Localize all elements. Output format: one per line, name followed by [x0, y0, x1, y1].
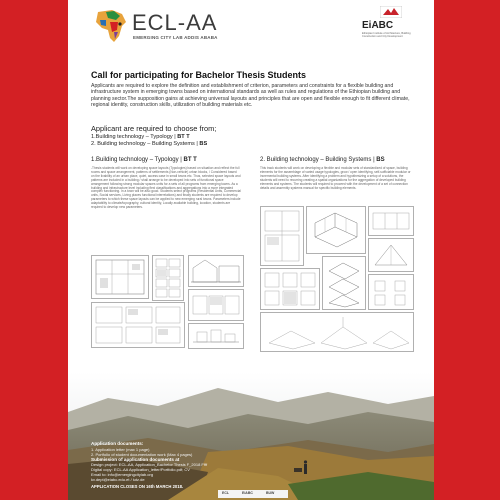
typology-grid-drawing	[152, 255, 184, 301]
ecl-aa-title: ECL-AA	[132, 10, 218, 35]
column2-title-code: BS	[376, 157, 385, 163]
option-typology-code: BT T	[177, 134, 190, 140]
system-module-drawing	[260, 268, 320, 310]
system-node-drawing	[368, 238, 414, 272]
option-systems-text: 2. Building technology – Building Systems |	[91, 141, 200, 147]
column2-title-text: 2. Building technology – Building Systems |	[260, 157, 377, 163]
header	[68, 0, 434, 48]
system-exploded-drawing	[322, 256, 366, 310]
eiabc-name: EiABC	[362, 20, 394, 31]
column1-body: -Thesis students will work on developing space layouts (Typologies) based on situation and reflect the full rooms and space arrangement, patterns of settlements (Non-vehicle) urban blocks, / Considered based on the livability of an urban place, quiet, access case in small towns etc. Thus, selected space layouts and patterns are included in a building / shall arrange to be developed into sets of functional space arrangement following strong modular spaces units for a sets of all programs from emerging towns. As a building and infrastructure level including flexi classifications and aggregations into a more integrated complex functioning. In a town will be also good. Students select programs (Residential Units, Commercial units, Social services, Living places functional interrelations) and finally students are required to develop parameters to which these space layouts can be applied to new emerging rural towns. Parameters include adaptability to climate/topography, cultural identity, Locally available building, location, students are required to develop new parameters.	[91, 166, 241, 210]
application-heading: Application documents:	[91, 441, 144, 446]
option-typology	[91, 134, 190, 140]
choose-heading: Applicant are required to choose from;	[91, 124, 217, 133]
submission-item: Email to: info@emergingcitylab.org	[91, 472, 154, 478]
footer-logo: ECL	[222, 491, 229, 495]
column1-title-text: 1.Building technology – Typology |	[91, 157, 184, 163]
page-title: Call for participating for Bachelor Thesis Students	[91, 70, 307, 80]
system-plan-drawing	[260, 206, 304, 266]
typology-floorplan-drawing	[91, 255, 149, 299]
poster	[68, 0, 434, 500]
system-assembly-drawing	[260, 312, 414, 352]
africa-map-icon	[92, 8, 132, 44]
ecl-aa-subtitle: EMERGING CITY LAB ADDIS ABABA	[133, 35, 218, 40]
submission-heading: Submission of application documents at	[91, 456, 180, 462]
intro-paragraph: Applicants are required to explore the definition and establishment of criterion, parameters and constraints for a flexible building and infrastructure system in emerging towns based on international standards as well as rules and regulations of the Ethiopian building and planning sector.The supposition gains at achieving universal layouts and principles that are open and flexible enough to fit different climate, regional identity, construction skills, utilization of building materials etc.	[91, 83, 410, 109]
typology-detail-drawing	[188, 323, 244, 349]
column1-title-code: BT T	[183, 157, 197, 163]
eiabc-logo	[362, 10, 422, 42]
option-typology-text: 1.Building technology – Typology |	[91, 134, 178, 140]
footer-logo: BUW	[266, 491, 275, 495]
eiabc-emblem-icon	[380, 6, 402, 18]
footer-logo: EiABC	[242, 491, 253, 495]
application-item: 1. Application letter (max 1 page)	[91, 446, 150, 452]
option-systems-code: BS	[199, 141, 208, 147]
footer-logos	[218, 490, 288, 498]
column2-title	[260, 157, 385, 163]
submission-item: Digital copy: ECL-AA Application_letter/Portfolio.pdf; CV	[91, 467, 190, 473]
option-building-systems	[91, 141, 207, 147]
closing-date: APPLICATION CLOSES ON 16th MARCH 2018.	[91, 484, 184, 489]
column2-body: This track students will work on developing a flexible and modular sets of standardized of space, building elements for the assemblage of varied usage typologies, grow / open identifying, self-sufficiable modular or incremental building systems. After identifying a problem and hypothesizing a setup of a solutions, the students will need to recurring creating a spatial organizations for the aggregation of developed building elements and systems. The students will required to proceed with the development of a set of connection details and assembly systems manual for specific building elements.	[260, 166, 411, 190]
system-elevation-drawing	[368, 206, 414, 236]
typology-site-plan-drawing	[91, 302, 185, 348]
submission-item: Design project: ECL-AA, Application_Bachelor Thesis F_2018 Ffff	[91, 462, 208, 468]
eiabc-fine-print: Ethiopian Institute of Architecture, Building Construction and City Development	[362, 32, 411, 38]
system-axonometric-drawing	[306, 206, 366, 254]
application-item: 2. Portfolio of student documentation work (Max 4 pages)	[91, 451, 193, 457]
typology-elevation-drawing	[188, 255, 244, 287]
system-connection-drawing	[368, 274, 414, 310]
column1-title	[91, 157, 197, 163]
typology-section-drawing	[188, 289, 244, 321]
submission-item: kv.dept@eiabc.edu.et / lutz.de	[91, 477, 145, 483]
ecl-aa-logo	[92, 8, 242, 44]
application-info	[91, 441, 271, 482]
